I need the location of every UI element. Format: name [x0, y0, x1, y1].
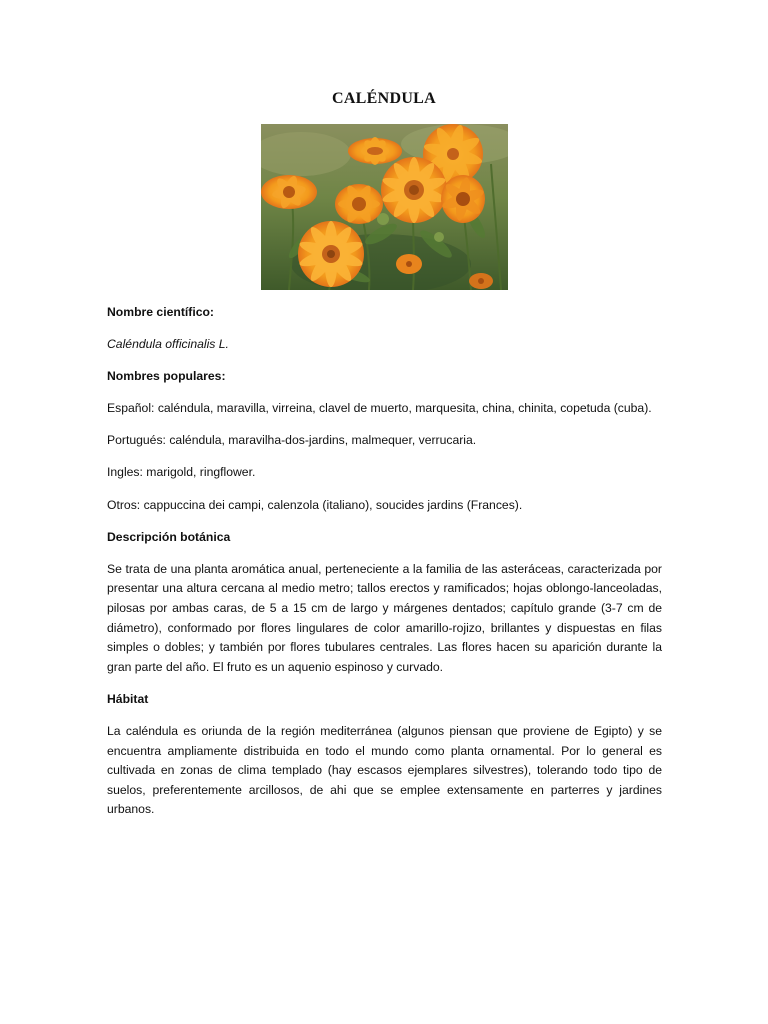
popular-names-heading: Nombres populares:	[107, 369, 226, 384]
popular-name-english: Ingles: marigold, ringflower.	[107, 465, 256, 480]
page-title: CALÉNDULA	[331, 90, 437, 107]
document-body	[107, 303, 662, 832]
habitat-heading: Hábitat	[107, 691, 149, 706]
popular-name-spanish: Español: caléndula, maravilla, virreina, clavel de muerto, marquesita, china, chinita, copetuda (cuba).	[107, 401, 652, 416]
calendula-photo	[261, 124, 508, 290]
habitat-text: La caléndula es oriunda de la región mediterránea (algunos piensan que proviene de Egipto) y se encuentra ampliamente distribuida en todo el mundo como planta ornamental. Por lo general es cultivada en zonas de clima templado (hay escasos ejemplares silvestres), tolerando todo tipo de suelos, preferentemente arcillosos, de ahi que se emplee extensamente en parterres y jardines urbanos.	[107, 723, 662, 817]
scientific-name: Caléndula officinalis L.	[107, 337, 229, 352]
popular-name-portuguese: Portugués: caléndula, maravilha-dos-jardins, malmequer, verrucaria.	[107, 433, 477, 448]
botanical-description-heading: Descripción botánica	[107, 529, 231, 544]
popular-name-others: Otros: cappuccina dei campi, calenzola (italiano), soucides jardins (Frances).	[107, 497, 523, 512]
botanical-description-text: Se trata de una planta aromática anual, perteneciente a la familia de las asteráceas, caracterizada por presentar una altura cercana al medio metro; tallos erectos y ramificados; hojas oblongo-lanceoladas, pilosas por ambas caras, de 5 a 15 cm de largo y márgenes dentados; capítulo grande (3-7 cm de diámetro), conformado por flores lingulares de color amarillo-rojizo, brillantes y dispuestas en filas simples o dobles; y también por flores tubulares centrales. Las flores hacen su aparición durante la gran parte del año. El fruto es un aquenio espinoso y curvado.	[107, 561, 662, 674]
scientific-name-heading: Nombre científico:	[107, 305, 214, 319]
